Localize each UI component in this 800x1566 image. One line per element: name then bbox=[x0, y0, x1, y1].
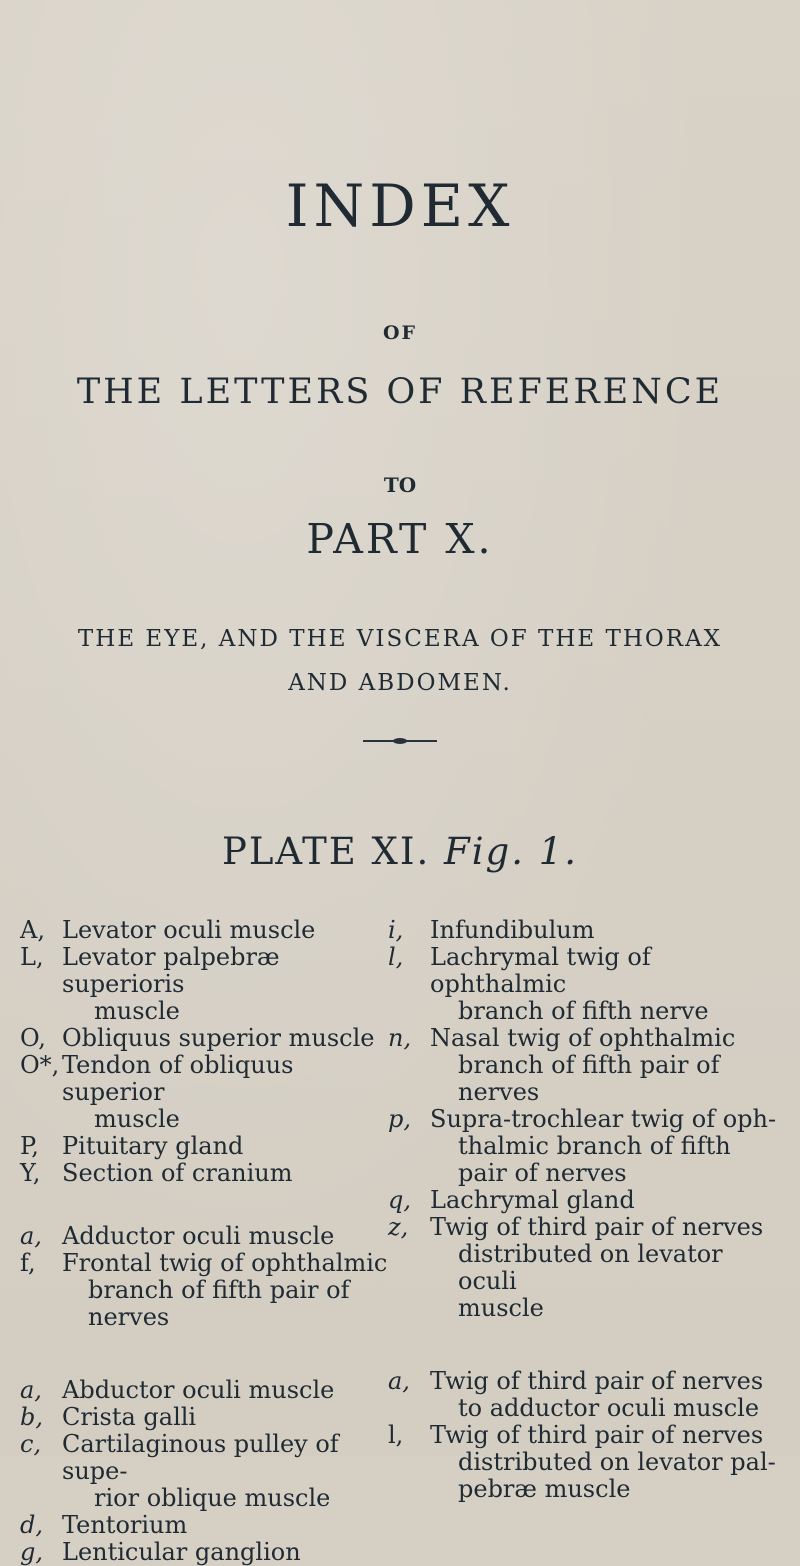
entry-key: P, bbox=[20, 1132, 39, 1160]
entry-text: Lachrymal twig of ophthalmic bbox=[430, 943, 651, 998]
index-entry bbox=[388, 1106, 788, 1187]
entry-text-cont: muscle bbox=[458, 1294, 544, 1322]
entry-text: Tendon of obliquus superior bbox=[62, 1051, 294, 1106]
entry-key: a, bbox=[20, 1376, 42, 1404]
entry-key: O, bbox=[20, 1024, 46, 1052]
entry-text-cont: pebræ muscle bbox=[458, 1475, 631, 1503]
entry-text: Lenticular ganglion bbox=[62, 1538, 301, 1566]
entry-text: Tentorium bbox=[62, 1511, 188, 1539]
entry-text: Abductor oculi muscle bbox=[62, 1376, 335, 1404]
entry-text: Nasal twig of ophthalmic bbox=[430, 1024, 736, 1052]
entry-text-cont: distributed on levator oculi bbox=[458, 1240, 723, 1295]
index-entry bbox=[20, 944, 390, 1025]
index-entry bbox=[20, 1052, 390, 1133]
of-label: OF bbox=[382, 322, 418, 344]
index-entry bbox=[20, 1160, 390, 1187]
entry-text: Twig of third pair of nerves bbox=[430, 1421, 764, 1449]
entry-key: L, bbox=[20, 943, 44, 971]
entry-text-cont: branch of fifth pair of nerves bbox=[458, 1051, 720, 1106]
entry-key: l, bbox=[388, 943, 404, 971]
entry-key: z, bbox=[388, 1213, 409, 1241]
entry-key: b, bbox=[20, 1403, 43, 1431]
plate-heading bbox=[0, 830, 800, 873]
entry-text: Supra-trochlear twig of oph- bbox=[430, 1105, 777, 1133]
index-entry bbox=[20, 1133, 390, 1160]
letters-heading: THE LETTERS OF REFERENCE bbox=[76, 372, 724, 412]
entry-text-cont: to adductor oculi muscle bbox=[458, 1394, 760, 1422]
index-entry bbox=[20, 1250, 390, 1331]
index-entry bbox=[20, 1431, 390, 1512]
index-entry bbox=[20, 1404, 390, 1431]
left-column bbox=[20, 917, 390, 1566]
entry-text-cont: distributed on levator pal- bbox=[458, 1448, 776, 1476]
entry-key: q, bbox=[388, 1186, 411, 1214]
entry-text: Frontal twig of ophthalmic bbox=[62, 1249, 388, 1277]
index-entry bbox=[20, 1223, 390, 1250]
index-entry bbox=[388, 1025, 788, 1106]
entry-text: Crista galli bbox=[62, 1403, 197, 1431]
entry-text-cont: muscle bbox=[94, 997, 180, 1025]
entry-text-cont: branch of fifth pair of nerves bbox=[88, 1276, 350, 1331]
entry-text: Levator oculi muscle bbox=[62, 916, 316, 944]
index-entry bbox=[388, 1422, 788, 1503]
index-entry bbox=[20, 1377, 390, 1404]
entry-text: Levator palpebræ superioris bbox=[62, 943, 280, 998]
figure-label: Fig. 1. bbox=[444, 830, 579, 873]
index-entry bbox=[388, 1187, 788, 1214]
to-label: TO bbox=[383, 473, 417, 497]
entry-key: d, bbox=[20, 1511, 43, 1539]
index-entry bbox=[388, 1368, 788, 1422]
entry-text-cont: branch of fifth nerve bbox=[458, 997, 709, 1025]
entry-text: Section of cranium bbox=[62, 1159, 293, 1187]
entry-text: Cartilaginous pulley of supe- bbox=[62, 1430, 339, 1485]
entry-text: Adductor oculi muscle bbox=[62, 1222, 335, 1250]
entry-text: Infundibulum bbox=[430, 916, 595, 944]
index-entry bbox=[20, 1512, 390, 1539]
entry-text-cont: rior oblique muscle bbox=[94, 1484, 331, 1512]
entry-key: i, bbox=[388, 916, 404, 944]
index-entry bbox=[20, 917, 390, 944]
entry-key: a, bbox=[388, 1367, 410, 1395]
entry-text: Lachrymal gland bbox=[430, 1186, 635, 1214]
index-entry bbox=[388, 944, 788, 1025]
plate-label: PLATE XI. bbox=[221, 830, 431, 873]
index-entry bbox=[20, 1539, 390, 1566]
index-title: INDEX bbox=[285, 172, 515, 240]
entry-text: Twig of third pair of nerves bbox=[430, 1213, 764, 1241]
entry-text-cont: muscle bbox=[94, 1105, 180, 1133]
index-entry bbox=[388, 917, 788, 944]
entry-key: A, bbox=[20, 916, 45, 944]
part-heading: PART X. bbox=[306, 515, 494, 563]
entry-text-cont: thalmic branch of fifth bbox=[458, 1132, 731, 1160]
entry-key: a, bbox=[20, 1222, 42, 1250]
entry-key: g, bbox=[20, 1538, 43, 1566]
ornamental-rule bbox=[363, 740, 437, 742]
entry-key: l, bbox=[388, 1421, 404, 1449]
entry-key: O*, bbox=[20, 1051, 60, 1079]
entry-text: Obliquus superior muscle bbox=[62, 1024, 375, 1052]
entry-key: Y, bbox=[20, 1159, 41, 1187]
entry-key: c, bbox=[20, 1430, 42, 1458]
index-entry bbox=[20, 1025, 390, 1052]
index-entry bbox=[388, 1214, 788, 1322]
entry-key: n, bbox=[388, 1024, 412, 1052]
topic-line-1: THE EYE, AND THE VISCERA OF THE THORAX bbox=[77, 626, 723, 652]
right-column bbox=[388, 917, 788, 1503]
entry-text-cont: pair of nerves bbox=[458, 1159, 627, 1187]
topic-line-2: AND ABDOMEN. bbox=[288, 670, 512, 696]
entry-text: Twig of third pair of nerves bbox=[430, 1367, 764, 1395]
entry-key: f, bbox=[20, 1249, 36, 1277]
entry-text: Pituitary gland bbox=[62, 1132, 244, 1160]
entry-key: p, bbox=[388, 1105, 411, 1133]
